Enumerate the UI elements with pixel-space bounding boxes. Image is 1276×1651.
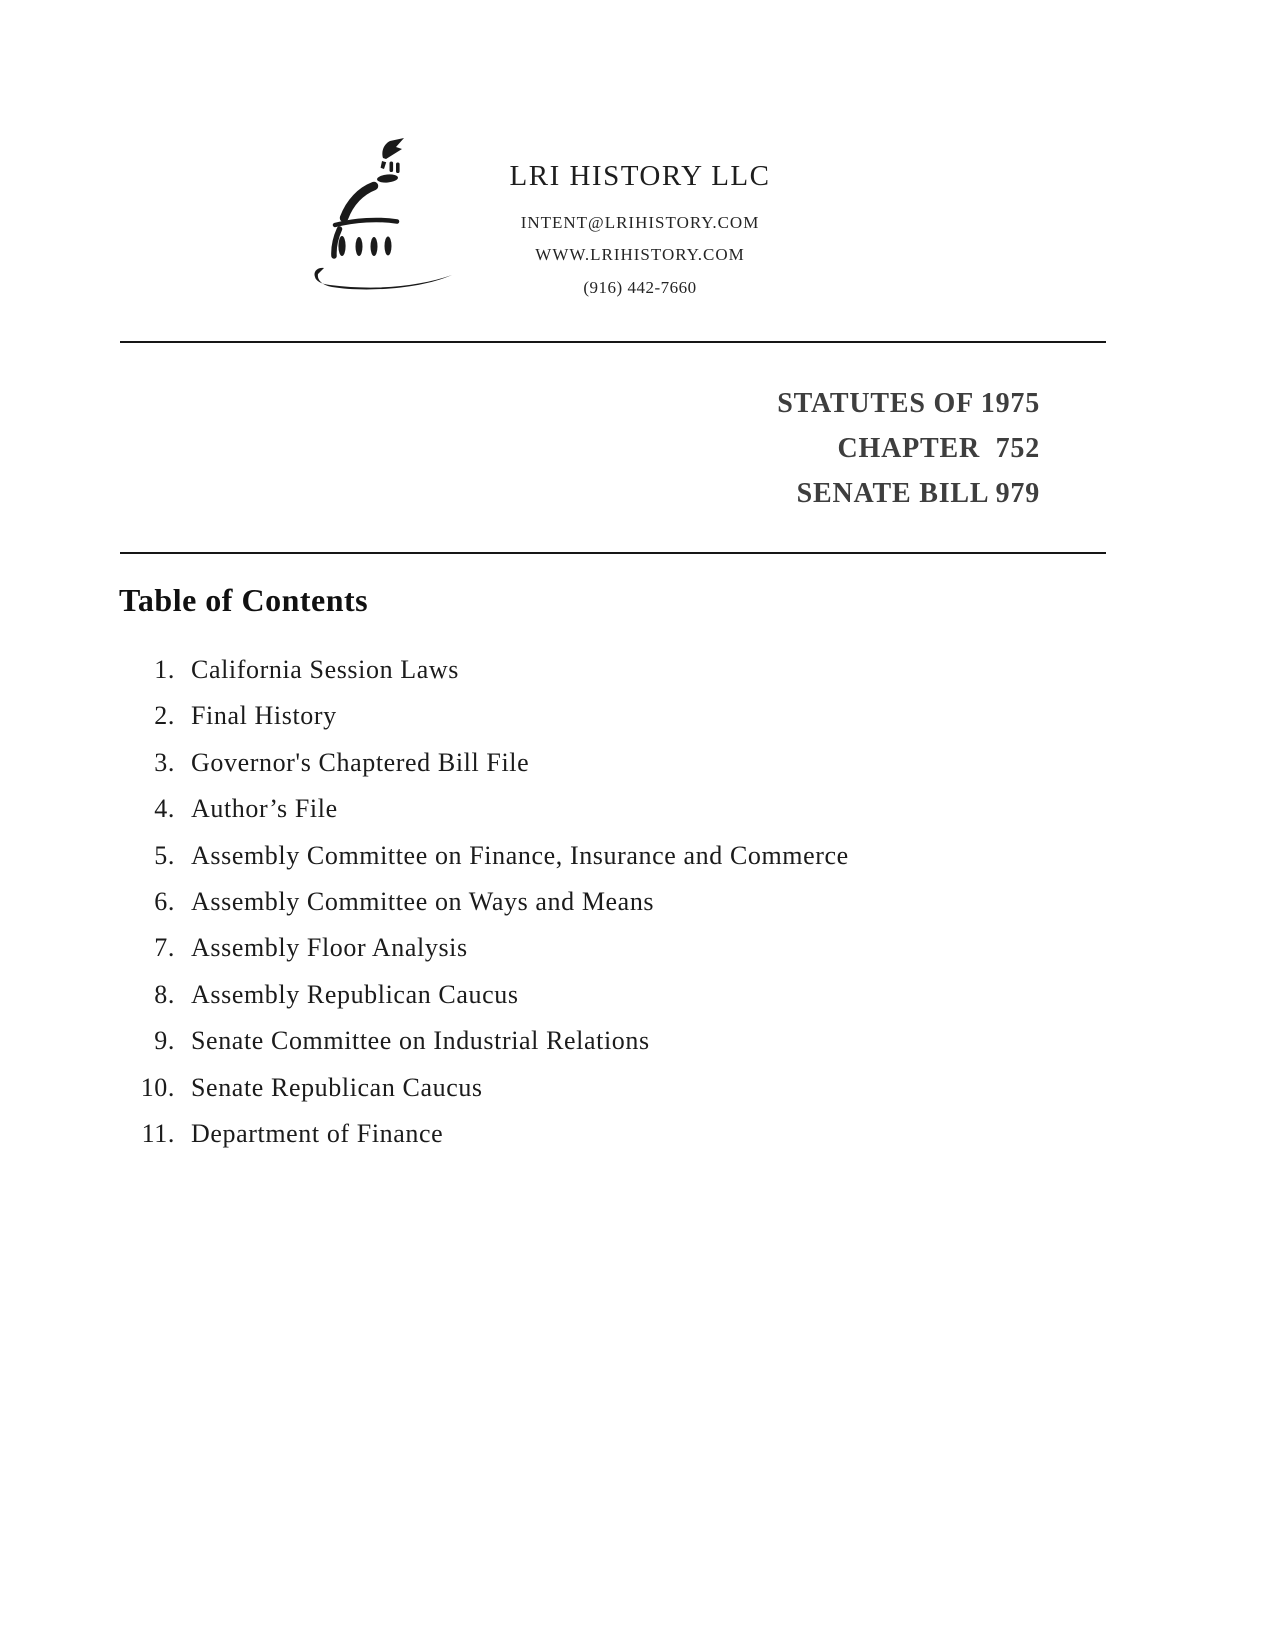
toc-item-number: 8.: [154, 979, 175, 1009]
toc-item-label: Department of Finance: [191, 1118, 444, 1148]
statute-title-block: [777, 381, 1040, 516]
horizontal-rule-top: [120, 341, 1106, 343]
organization-name: LRI HISTORY LLC: [509, 160, 771, 192]
toc-item: [120, 786, 1060, 832]
organization-info: [472, 118, 808, 298]
toc-item: [120, 879, 1060, 925]
toc-item-label: Assembly Republican Caucus: [191, 979, 519, 1009]
toc-item-number: 10.: [140, 1072, 175, 1102]
chapter-line: CHAPTER 752: [837, 433, 1040, 464]
organization-email: INTENT@LRIHISTORY.COM: [520, 213, 760, 232]
toc-item-number: 1.: [154, 655, 175, 684]
organization-phone: (916) 442-7660: [583, 278, 697, 297]
toc-item-label: Assembly Committee on Ways and Means: [191, 886, 655, 916]
toc-item-number: 9.: [154, 1026, 175, 1056]
toc-item: [120, 1065, 1060, 1111]
toc-item-label: Assembly Committee on Finance, Insurance and Commerce: [191, 840, 849, 870]
toc-item-label: California Session Laws: [191, 655, 459, 684]
toc-item-number: 5.: [154, 840, 175, 870]
toc-item: [120, 1111, 1060, 1157]
horizontal-rule-bottom: [120, 552, 1106, 554]
toc-item-number: 11.: [141, 1118, 175, 1148]
letterhead: [290, 118, 808, 298]
toc-item: [120, 740, 1060, 786]
toc-heading: Table of Contents: [119, 582, 369, 618]
statutes-year-line: STATUTES OF 1975: [777, 388, 1040, 419]
toc-item-label: Assembly Floor Analysis: [191, 933, 468, 963]
toc-item-label: Governor's Chaptered Bill File: [191, 747, 530, 777]
capitol-dome-icon: [290, 118, 470, 298]
senate-bill-line: SENATE BILL 979: [796, 478, 1040, 509]
toc-item-number: 2.: [154, 701, 175, 731]
toc-item: [120, 925, 1060, 971]
toc-item-label: Author’s File: [191, 794, 338, 824]
toc-item: [120, 647, 1060, 693]
toc-item-number: 4.: [154, 794, 175, 824]
organization-website: WWW.LRIHISTORY.COM: [535, 245, 745, 264]
toc-item: [120, 693, 1060, 739]
toc-item-label: Senate Committee on Industrial Relations: [191, 1026, 650, 1056]
toc-item-label: Final History: [191, 701, 337, 731]
toc-item-number: 6.: [154, 886, 175, 916]
toc-item-number: 3.: [154, 747, 175, 777]
toc-item: [120, 972, 1060, 1018]
toc-item: [120, 833, 1060, 879]
toc-list: [120, 647, 1060, 1157]
toc-item: [120, 1018, 1060, 1064]
toc-item-label: Senate Republican Caucus: [191, 1072, 483, 1102]
toc-item-number: 7.: [154, 933, 175, 963]
